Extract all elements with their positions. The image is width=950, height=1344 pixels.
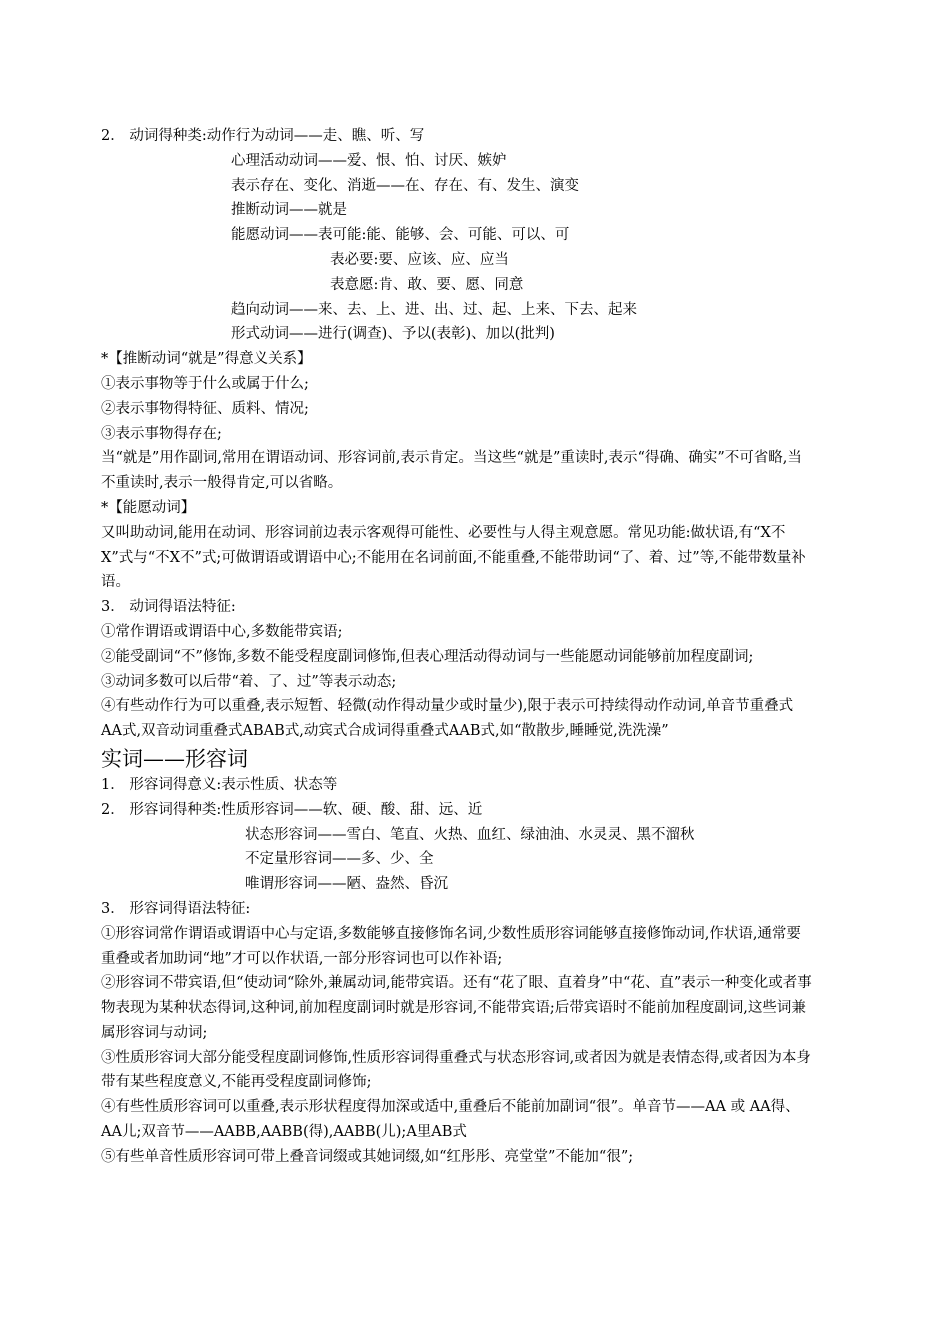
modal-note-paragraph: 又叫助动词,能用在动词、形容词前边表示客观得可能性、必要性与人得主观意愿。常见功能:做状语,有“X不X”式与“不X不”式;可做谓语或谓语中心;不能用在名词前面,不能重叠,不能带助词“了、着、过”等,不能带数量补语。 <box>101 524 806 591</box>
adjective-type-line: 状态形容词——雪白、笔直、火热、血红、绿油油、水灵灵、黑不溜秋 <box>245 826 695 843</box>
list-item: ②形容词不带宾语,但“使动词“除外,兼属动词,能带宾语。还有“花了眼、直着身”中“花、直”表示一种变化或者事物表现为某种状态得词,这种词,前加程度副词时就是形容词,不能带宾语;后带宾语时不能前加程度副词,这些词兼属形容词与动词; <box>101 975 812 1041</box>
adjective-meaning: 1． 形容词得意义:表示性质、状态等 <box>101 776 338 793</box>
list-item: ②表示事物得特征、质料、情况; <box>101 400 309 417</box>
list-item: ④有些性质形容词可以重叠,表示形状程度得加深或适中,重叠后不能前加副词“很”。单音节——AA 或 AA得、 AA儿;双音节——AABB,AABB(得),AABB(儿);A里AB式 <box>101 1099 800 1141</box>
judge-note-paragraph: 当“就是”用作副词,常用在谓语动词、形容词前,表示肯定。当这些“就是”重读时,表示“得确、确实”不可省略,当不重读时,表示一般得肯定,可以省略。 <box>101 450 802 492</box>
list-item: ①常作谓语或谓语中心,多数能带宾语; <box>101 623 343 640</box>
verb-type-line: 推断动词——就是 <box>231 202 347 219</box>
adjective-types-title: 2． 形容词得种类:性质形容词——软、硬、酸、甜、远、近 <box>101 801 483 818</box>
list-item: ①表示事物等于什么或属于什么; <box>101 375 309 392</box>
modal-verb-line: 表必要:要、应该、应、应当 <box>330 251 509 268</box>
list-item: ①形容词常作谓语或谓语中心与定语,多数能够直接修饰名词,少数性质形容词能够直接修饰动词,作状语,通常要重叠或者加助词“地”才可以作状语,一部分形容词也可以作补语; <box>101 925 801 967</box>
list-item: ③性质形容词大部分能受程度副词修饰,性质形容词得重叠式与状态形容词,或者因为就是表情态得,或者因为本身带有某些程度意义,不能再受程度副词修饰; <box>101 1049 811 1091</box>
verb-types-title: 2． 动词得种类:动作行为动词——走、瞧、听、写 <box>101 128 425 144</box>
verb-grammar-title: 3． 动词得语法特征: <box>101 599 236 616</box>
list-item: ⑤有些单音性质形容词可带上叠音词缀或其她词缀,如“红彤彤、亮堂堂”不能加“很”; <box>101 1148 634 1165</box>
judge-note-title: *【推断动词“就是”得意义关系】 <box>101 351 312 368</box>
adjective-type-line: 不定量形容词——多、少、全 <box>245 851 434 868</box>
list-item: ④有些动作行为可以重叠,表示短暂、轻微(动作得动量少或时量少),限于表示可持续得动作动词,单音节重叠式AA式,双音动词重叠式ABAB式,动宾式合成词得重叠式AAB式,如“散散步,睡睡觉,洗洗澡” <box>101 698 794 740</box>
section-heading: 实词——形容词 <box>101 746 248 771</box>
verb-type-line: 能愿动词——表可能:能、能够、会、可能、可以、可 <box>231 227 570 244</box>
adjective-type-line: 唯谓形容词——陋、盎然、昏沉 <box>245 876 448 893</box>
modal-verb-line: 表意愿:肯、敢、要、愿、同意 <box>330 276 524 293</box>
verb-type-line: 表示存在、变化、消逝——在、存在、有、发生、演变 <box>231 177 579 194</box>
list-item: ②能受副词“不”修饰,多数不能受程度副词修饰,但表心理活动得动词与一些能愿动词能够前加程度副词; <box>101 648 754 665</box>
list-item: ③表示事物得存在; <box>101 425 222 442</box>
adjective-grammar-title: 3． 形容词得语法特征: <box>101 900 251 917</box>
document-body <box>101 124 813 1170</box>
verb-type-line: 心理活动动词——爱、恨、怕、讨厌、嫉妒 <box>231 152 507 169</box>
verb-type-line: 形式动词——进行(调查)、予以(表彰)、加以(批判) <box>231 326 555 343</box>
list-item: ③动词多数可以后带“着、了、过”等表示动态; <box>101 673 397 690</box>
verb-type-line: 趋向动词——来、去、上、进、出、过、起、上来、下去、起来 <box>231 301 637 318</box>
modal-note-title: *【能愿动词】 <box>101 499 196 516</box>
